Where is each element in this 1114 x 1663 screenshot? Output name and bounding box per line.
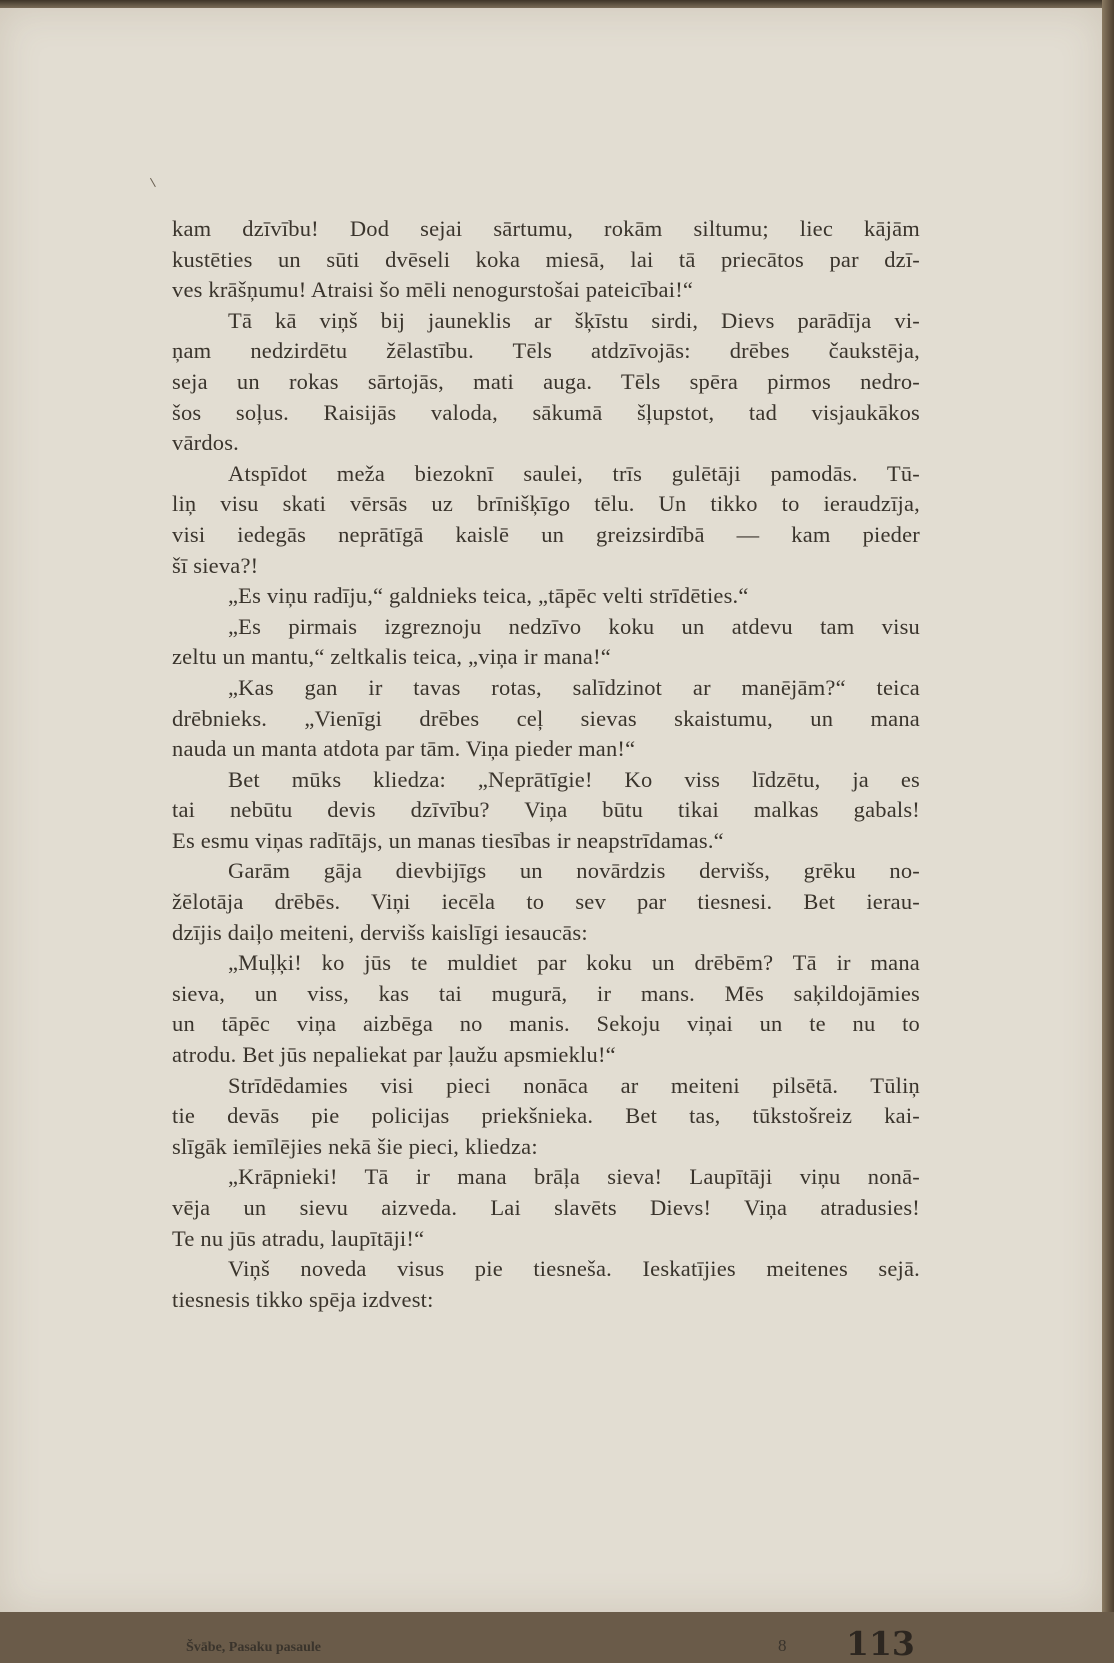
text-line: zeltu un mantu,“ zeltkalis teica, „viņa ir mana!“ <box>172 644 611 670</box>
page-top-edge <box>0 0 1114 8</box>
text-line: žēlotāja drēbēs. Viņi iecēla to sev par tiesnesi. Bet ierau- <box>172 889 920 915</box>
text-line: seja un rokas sārtojās, mati auga. Tēls spēra pirmos nedro- <box>172 368 920 394</box>
text-line: „Es pirmais izgreznoju nedzīvo koku un atdevu tam visu <box>228 613 920 639</box>
text-line: sieva, un viss, kas tai mugurā, ir mans. Mēs saķildojāmies <box>172 980 920 1006</box>
text-line: vēja un sievu aizveda. Lai slavēts Dievs! Viņa atradusies! <box>172 1195 920 1220</box>
text-line: atrodu. Bet jūs nepaliekat par ļaužu apsmieklu!“ <box>172 1042 616 1068</box>
text-line: nauda un manta atdota par tām. Viņa pieder man!“ <box>172 736 636 762</box>
text-line: „Krāpnieki! Tā ir mana brāļa sieva! Laupītāji viņu nonā- <box>228 1164 920 1190</box>
text-line: „Es viņu radīju,“ galdnieks teica, „tāpēc velti strīdēties.“ <box>228 583 749 609</box>
text-line: un tāpēc viņa aizbēga no manis. Sekoju viņai un te nu to <box>172 1011 920 1037</box>
text-line: „Kas gan ir tavas rotas, salīdzinot ar manējām?“ teica <box>228 674 920 700</box>
text-line: tie devās pie policijas priekšnieka. Bet tas, tūkstošreiz kai- <box>172 1103 920 1129</box>
text-line: dzījis daiļo meiteni, dervišs kaislīgi iesaucās: <box>172 919 588 945</box>
text-line: Tā kā viņš bij jauneklis ar šķīstu sirdi, Dievs parādīja vi- <box>228 307 920 333</box>
text-line: kam dzīvību! Dod sejai sārtumu, rokām siltumu; liec kājām <box>172 216 920 241</box>
text-line: ves krāšņumu! Atraisi šo mēli nenogurstošai pateicībai!“ <box>172 277 694 303</box>
text-line: „Muļķi! ko jūs te muldiet par koku un drēbēm? Tā ir mana <box>228 950 920 976</box>
text-line: Garām gāja dievbijīgs un novārdzis dervišs, grēku no- <box>228 858 920 884</box>
text-line: kustēties un sūti dvēseli koka miesā, lai tā priecātos par dzī- <box>172 246 920 272</box>
text-line: Bet mūks kliedza: „Neprātīgie! Ko viss līdzētu, ja es <box>228 766 920 792</box>
text-line: Strīdēdamies visi pieci nonāca ar meiteni pilsētā. Tūliņ <box>228 1072 920 1098</box>
text-line: vārdos. <box>172 430 240 456</box>
footer-signature-mark: 8 <box>778 1636 787 1655</box>
page-body-text <box>172 214 920 1315</box>
text-line: tiesnesis tikko spēja izdvest: <box>172 1286 434 1312</box>
page-number: 113 <box>846 1624 915 1663</box>
text-line: šos soļus. Raisijās valoda, sākumā šļupstot, tad visjaukākos <box>172 399 920 425</box>
text-line: Atspīdot meža biezoknī saulei, trīs gulētāji pamodās. Tū- <box>228 460 920 486</box>
text-line: Viņš noveda visus pie tiesneša. Ieskatījies meitenes sejā. <box>228 1256 920 1282</box>
stray-mark <box>150 175 161 187</box>
text-line: visi iedegās neprātīgā kaislē un greizsirdībā — kam pieder <box>172 521 920 547</box>
text-line: slīgāk iemīlējies nekā šie pieci, kliedza: <box>172 1133 538 1159</box>
text-line: Es esmu viņas radītājs, un manas tiesības ir neapstrīdamas.“ <box>172 827 724 853</box>
footer-source: Švābe, Pasaku pasaule <box>186 1640 321 1655</box>
text-line: ņam nedzirdētu žēlastību. Tēls atdzīvojās: drēbes čaukstēja, <box>172 338 920 364</box>
text-line: drēbnieks. „Vienīgi drēbes ceļ sievas skaistumu, un mana <box>172 705 920 731</box>
text-line: šī sieva?! <box>172 552 259 578</box>
text-line: liņ visu skati vērsās uz brīnišķīgo tēlu. Un tikko to ieraudzīja, <box>172 491 920 517</box>
text-line: Te nu jūs atradu, laupītāji!“ <box>172 1225 425 1251</box>
page-right-edge <box>1102 0 1114 1612</box>
text-line: tai nebūtu devis dzīvību? Viņa būtu tikai malkas gabals! <box>172 797 920 823</box>
